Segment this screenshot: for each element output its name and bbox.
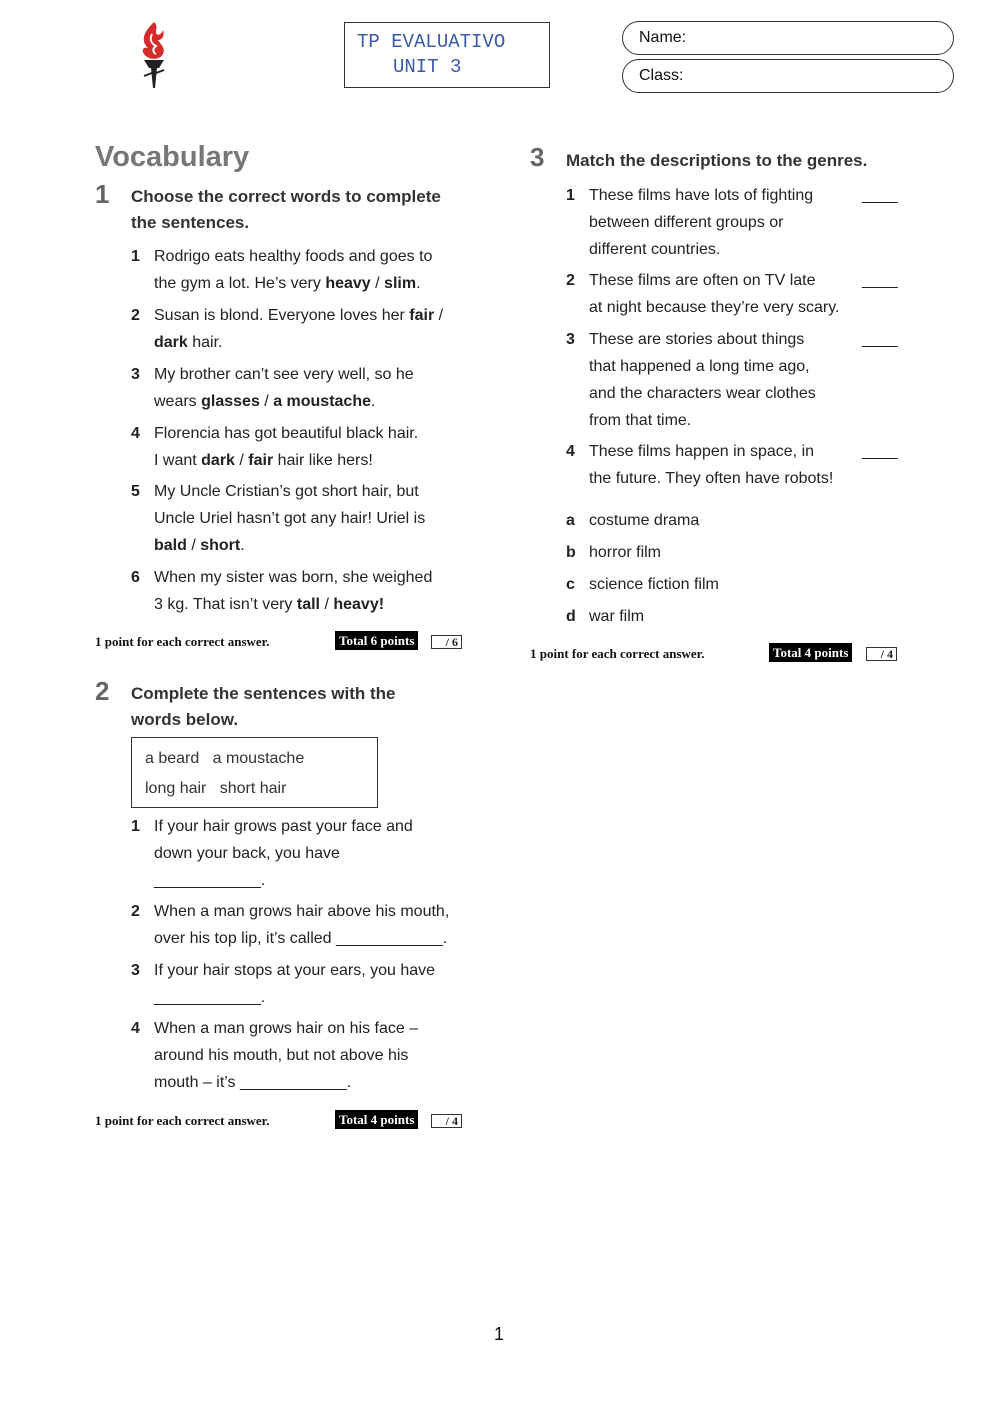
section1-title	[131, 184, 441, 236]
s1-item-text: .	[240, 537, 245, 554]
option-heavy[interactable]: heavy!	[333, 596, 385, 613]
s1-total-badge: Total 6 points	[335, 631, 418, 650]
name-field[interactable]	[622, 21, 954, 55]
section3-title: Match the descriptions to the genres.	[566, 151, 868, 170]
option-separator: /	[434, 307, 444, 324]
section2-title-line2: words below.	[131, 710, 239, 729]
s1-score-box[interactable]: / 6	[431, 635, 462, 649]
option-fair[interactable]: fair	[409, 307, 435, 324]
s1-footer-note: 1 point for each correct answer.	[95, 634, 270, 649]
s1-item-text: 3 kg. That isn’t very	[154, 596, 297, 613]
s3-option-text: science fiction film	[589, 576, 719, 593]
option-heavy[interactable]: heavy	[325, 275, 371, 292]
s1-item-text: hair.	[187, 334, 223, 351]
option-separator: /	[259, 393, 274, 410]
s2-score-box[interactable]: / 4	[431, 1114, 462, 1128]
s3-item-line: between different groups or	[589, 214, 784, 231]
name-label: Name:	[639, 29, 687, 46]
s3-total-badge: Total 4 points	[769, 643, 852, 662]
answer-blank[interactable]: ____	[862, 443, 898, 460]
option-short[interactable]: short	[200, 537, 241, 554]
s1-item-text: hair like hers!	[273, 452, 373, 469]
class-field[interactable]	[622, 59, 954, 93]
s3-item-line: from that time.	[589, 412, 692, 429]
answer-blank[interactable]: ____________.	[154, 989, 266, 1006]
word-bank	[131, 737, 378, 808]
answer-blank[interactable]: ____________.	[154, 872, 266, 889]
s1-item-text: wears	[154, 393, 202, 410]
class-label: Class:	[639, 67, 684, 84]
s3-option-letter: b	[566, 544, 576, 561]
page-number: 1	[494, 1324, 505, 1344]
worksheet-title-line1: TP EVALUATIVO	[357, 31, 506, 53]
s3-item-line: the future. They often have robots!	[589, 470, 834, 487]
option-tall[interactable]: tall	[296, 596, 320, 613]
s1-item-line: My Uncle Cristian’s got short hair, but	[154, 483, 419, 500]
word-bank-item: short hair	[219, 780, 287, 797]
vocabulary-heading: Vocabulary	[95, 141, 250, 173]
section2-title-line1: Complete the sentences with the	[131, 684, 396, 703]
s1-item-number: 3	[131, 366, 140, 383]
s2-total-badge: Total 4 points	[335, 1110, 418, 1129]
option-separator: /	[186, 537, 201, 554]
s1-item-number: 6	[131, 569, 140, 586]
s1-item-text: the gym a lot. He’s very	[154, 275, 326, 292]
s1-item-line: Florencia has got beautiful black hair.	[154, 425, 419, 442]
s3-option-text: war film	[589, 608, 645, 625]
s2-item-line: down your back, you have	[154, 845, 340, 862]
option-a-moustache[interactable]: a moustache	[273, 393, 371, 410]
s3-item-line: These films are often on TV late	[589, 272, 816, 289]
answer-blank[interactable]: ____	[862, 331, 898, 348]
section3-number: 3	[530, 142, 545, 172]
s3-option-text: costume drama	[589, 512, 700, 529]
section1-title-line2: the sentences.	[131, 213, 250, 232]
s2-item-number: 4	[131, 1020, 140, 1037]
option-fair[interactable]: fair	[248, 452, 274, 469]
s2-item-line: around his mouth, but not above his	[154, 1047, 409, 1064]
s3-item-line: These are stories about things	[589, 331, 805, 348]
s3-option-letter: a	[566, 512, 575, 529]
word-bank-item: long hair	[145, 780, 207, 797]
s1-item-line: Rodrigo eats healthy foods and goes to	[154, 248, 433, 265]
s1-item-text: I want	[154, 452, 202, 469]
s3-option-letter: c	[566, 576, 575, 593]
s1-item-text: .	[371, 393, 376, 410]
s1-item-number: 4	[131, 425, 140, 442]
section1-title-line1: Choose the correct words to complete	[131, 187, 441, 206]
s2-item-line: When a man grows hair above his mouth,	[154, 903, 450, 920]
s2-footer-note: 1 point for each correct answer.	[95, 1113, 270, 1128]
s3-item-line: that happened a long time ago,	[589, 358, 810, 375]
s2-item-number: 3	[131, 962, 140, 979]
s2-item-number: 2	[131, 903, 140, 920]
s1-item-number: 5	[131, 483, 140, 500]
s1-item-number: 1	[131, 248, 140, 265]
answer-blank[interactable]: ____	[862, 272, 898, 289]
section2-number: 2	[95, 676, 110, 706]
option-separator: /	[234, 452, 249, 469]
s3-item-number: 2	[566, 272, 575, 289]
s2-item-line: If your hair grows past your face and	[154, 818, 413, 835]
s3-item-number: 3	[566, 331, 575, 348]
option-separator: /	[320, 596, 334, 613]
s2-item-line: When a man grows hair on his face –	[154, 1020, 419, 1037]
word-bank-item: a moustache	[212, 750, 305, 767]
answer-blank[interactable]: ____	[862, 187, 898, 204]
s3-item-line: different countries.	[589, 241, 721, 258]
s3-option-text: horror film	[589, 544, 662, 561]
s3-item-number: 4	[566, 443, 575, 460]
s3-option-letter: d	[566, 608, 576, 625]
s3-item-number: 1	[566, 187, 575, 204]
option-slim[interactable]: slim	[384, 275, 417, 292]
s3-score-box[interactable]: / 4	[866, 647, 897, 661]
s1-item-number: 2	[131, 307, 140, 324]
s3-item-line: and the characters wear clothes	[589, 385, 816, 402]
word-bank-item: a beard	[145, 750, 200, 767]
worksheet-title-line2: UNIT 3	[393, 56, 462, 78]
option-bald[interactable]: bald	[154, 537, 187, 554]
option-dark[interactable]: dark	[154, 334, 188, 351]
s2-item-number: 1	[131, 818, 140, 835]
s1-item-text: .	[416, 275, 421, 292]
s1-item-text: Susan is blond. Everyone loves her	[154, 307, 410, 324]
answer-blank[interactable]: over his top lip, it’s called ____________.	[154, 930, 448, 947]
section2-title	[131, 681, 396, 733]
option-glasses[interactable]: glasses	[201, 393, 260, 410]
section1-number: 1	[95, 179, 110, 209]
s3-item-line: at night because they’re very scary.	[589, 299, 840, 316]
s3-item-line: These films happen in space, in	[589, 443, 815, 460]
s1-item-line: My brother can’t see very well, so he	[154, 366, 414, 383]
s1-item-line: When my sister was born, she weighed	[154, 569, 433, 586]
s2-item-line: If your hair stops at your ears, you have	[154, 962, 436, 979]
s3-item-line: These films have lots of fighting	[589, 187, 814, 204]
s1-item-line: Uncle Uriel hasn’t got any hair! Uriel is	[154, 510, 426, 527]
option-separator: /	[370, 275, 385, 292]
answer-blank[interactable]: mouth – it’s ____________.	[154, 1074, 352, 1091]
option-dark[interactable]: dark	[201, 452, 235, 469]
s3-footer-note: 1 point for each correct answer.	[530, 646, 705, 661]
worksheet-title-box	[344, 22, 550, 88]
torch-logo	[132, 18, 176, 90]
